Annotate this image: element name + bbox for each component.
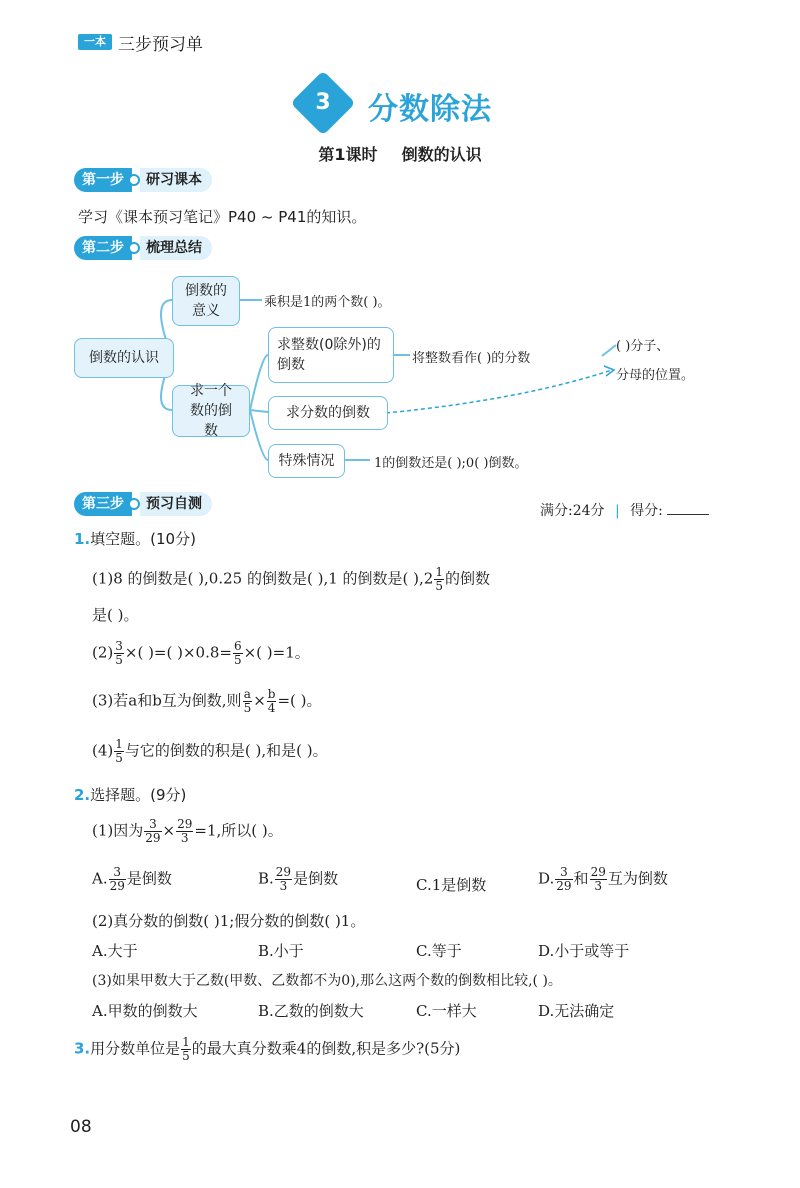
step-dot-icon (128, 498, 140, 510)
fraction (109, 866, 126, 893)
mind-swap-text2: 分母的位置。 (616, 368, 695, 383)
q1-p2-tail: ×( )=1。 (243, 643, 310, 662)
option-and: 和 (573, 869, 589, 888)
step3-num: 第三步 (74, 492, 132, 516)
unit-number: 3 (315, 90, 331, 115)
q1-part3 (92, 688, 322, 715)
denominator: 29 (109, 879, 125, 893)
denominator: 29 (556, 879, 572, 893)
q2-option-2c[interactable]: C.等于 (416, 942, 462, 960)
q1-p1-tail: 的倒数 (444, 569, 490, 588)
q1-title-text: 填空题。(10分) (90, 530, 196, 548)
numerator: 29 (590, 865, 606, 879)
q1-p1-text: (1)8 的倒数是( ),0.25 的倒数是( ),1 的倒数是( ),2 (92, 569, 434, 588)
q3-number: 3. (74, 1039, 91, 1058)
step3-label (74, 492, 212, 516)
q2-sub2: (2)真分数的倒数( )1;假分数的倒数( )1。 (92, 912, 366, 930)
step1-name: 研习课本 (140, 168, 212, 192)
denominator: 4 (267, 701, 276, 715)
fraction (590, 866, 607, 893)
q1-title (74, 528, 196, 549)
option-letter: B. (258, 869, 274, 888)
fraction (555, 866, 572, 893)
fraction (434, 566, 444, 593)
fraction (176, 818, 193, 845)
step1-num: 第一步 (74, 168, 132, 192)
mind-swap-text1: ( )分子、 (616, 339, 670, 354)
mind-special (268, 444, 345, 478)
q2-title-text: 选择题。(9分) (90, 786, 187, 804)
q1-number: 1. (74, 530, 91, 548)
mind-special-text: 1的倒数还是( );0( )倒数。 (374, 456, 528, 471)
denominator: 5 (233, 653, 242, 667)
step1-text: 学习《课本预习笔记》P40 ~ P41的知识。 (78, 208, 367, 226)
q3-tail: 的最大真分数乘4的倒数,积是多少?(5分) (191, 1039, 461, 1058)
score-area (540, 500, 709, 520)
full-score: 满分:24分 (540, 503, 605, 519)
q2-option-3c[interactable]: C.一样大 (416, 1002, 477, 1020)
q2-sub1 (92, 818, 283, 845)
mind-find-label: 求一个数的倒数 (190, 383, 232, 439)
numerator: 3 (555, 866, 572, 880)
numerator: 29 (275, 865, 292, 879)
score-divider: | (614, 503, 620, 519)
fraction (243, 688, 253, 715)
step2-name: 梳理总结 (140, 236, 212, 260)
mind-meaning-label: 倒数的意义 (185, 283, 227, 319)
q1-part1-line1 (92, 566, 490, 593)
q2-option-1d[interactable] (538, 866, 668, 893)
numerator: 1 (182, 1035, 190, 1049)
q2-s1-times: × (162, 821, 176, 840)
numerator: 3 (144, 818, 161, 832)
brand-name: 三步预习单 (118, 35, 203, 55)
q1-p4-prefix: (4) (92, 741, 114, 760)
denominator: 5 (115, 653, 123, 667)
fraction (181, 1036, 191, 1063)
q1-part1-line2: 是( )。 (92, 606, 139, 624)
numerator: 3 (109, 866, 126, 880)
denominator: 3 (180, 831, 189, 845)
fraction (275, 866, 292, 893)
mind-fraction (268, 396, 388, 430)
denominator: 29 (145, 831, 161, 845)
numerator: 1 (435, 565, 443, 579)
q2-option-1a[interactable] (92, 866, 172, 893)
q2-option-3d[interactable]: D.无法确定 (538, 1002, 615, 1020)
unit-title: 分数除法 (368, 92, 492, 127)
q2-option-3b[interactable]: B.乙数的倒数大 (258, 1002, 364, 1020)
mind-integer-label: 求整数(0除外)的倒数 (277, 337, 381, 373)
mind-meaning (172, 276, 240, 326)
q2-option-2d[interactable]: D.小于或等于 (538, 942, 630, 960)
q1-part2 (92, 640, 310, 667)
q2-number: 2. (74, 786, 91, 804)
numerator: 1 (115, 737, 123, 751)
mind-special-label: 特殊情况 (278, 453, 335, 469)
q2-s1-tail: =1,所以( )。 (194, 821, 283, 840)
q1-part4 (92, 738, 328, 765)
fraction (114, 640, 124, 667)
fraction (267, 688, 277, 715)
mind-meaning-text: 乘积是1的两个数( )。 (264, 295, 391, 310)
denominator: 5 (435, 579, 443, 593)
fraction (144, 818, 161, 845)
q2-s1-prefix: (1)因为 (92, 821, 144, 840)
option-text: 是倒数 (293, 869, 339, 888)
score-blank[interactable] (667, 514, 709, 515)
q2-title (74, 784, 186, 805)
mind-root (74, 338, 174, 378)
mind-integer (268, 327, 394, 383)
fraction (233, 640, 243, 667)
q1-p3-times: × (253, 691, 266, 710)
numerator: 29 (177, 817, 193, 831)
numerator: b (267, 687, 276, 701)
option-text: 是倒数 (126, 869, 172, 888)
numerator: 6 (233, 639, 242, 653)
q2-option-3a[interactable]: A.甲数的倒数大 (92, 1002, 198, 1020)
q1-p3-tail: =( )。 (277, 691, 322, 710)
mind-integer-text: 将整数看作( )的分数 (412, 351, 531, 366)
step3-name: 预习自测 (140, 492, 212, 516)
lesson-title: 倒数的认识 (401, 145, 482, 164)
mind-find (172, 385, 250, 437)
q1-p2-mid: ×( )=( )×0.8= (124, 643, 232, 662)
denominator: 5 (182, 1049, 190, 1063)
q2-option-1b[interactable] (258, 866, 338, 893)
option-text: 互为倒数 (607, 869, 668, 888)
q1-p4-tail: 与它的倒数的积是( ),和是( )。 (124, 741, 328, 760)
q3-prefix: 用分数单位是 (90, 1039, 181, 1058)
q1-p3-prefix: (3)若a和b互为倒数,则 (92, 691, 242, 710)
denominator: 3 (594, 879, 603, 893)
q2-option-2a[interactable]: A.大于 (92, 942, 138, 960)
q2-option-1c[interactable]: C.1是倒数 (416, 876, 487, 894)
q2-sub3: (3)如果甲数大于乙数(甲数、乙数都不为0),那么这两个数的倒数相比较,( )。 (92, 973, 562, 989)
page-number: 08 (70, 1117, 92, 1137)
step2-num: 第二步 (74, 236, 132, 260)
denominator: 5 (115, 751, 123, 765)
lesson-label: 第1课时 (318, 145, 378, 164)
q3 (74, 1036, 460, 1063)
numerator: 3 (115, 639, 123, 653)
denominator: 5 (243, 701, 252, 715)
got-score-label: 得分: (630, 503, 663, 519)
denominator: 3 (279, 879, 288, 893)
q2-option-2b[interactable]: B.小于 (258, 942, 304, 960)
numerator: a (243, 687, 251, 701)
option-letter: A. (92, 869, 108, 888)
fraction (114, 738, 124, 765)
mind-root-label: 倒数的认识 (89, 350, 159, 366)
mind-fraction-label: 求分数的倒数 (286, 405, 370, 421)
q1-p2-prefix: (2) (92, 643, 114, 662)
option-letter: D. (538, 869, 555, 888)
brand-badge: 一本 (78, 34, 112, 50)
